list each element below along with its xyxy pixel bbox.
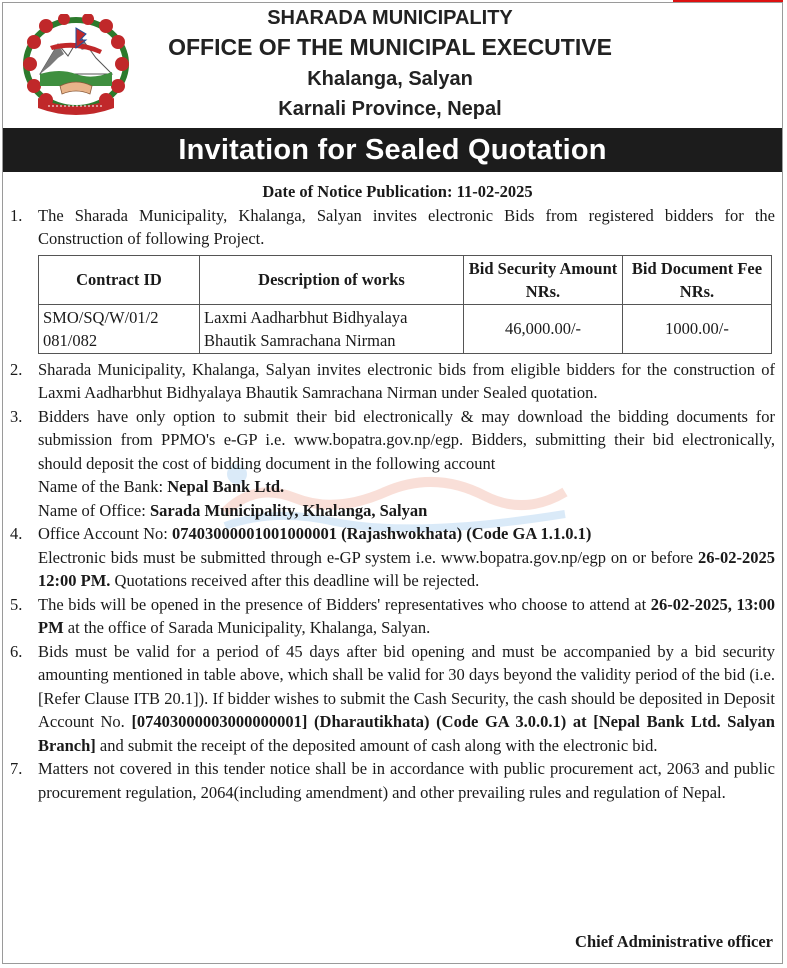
clause-4: [10, 522, 775, 546]
letterhead-text: [140, 6, 640, 119]
clause-number: 5.: [10, 594, 23, 614]
table-header-row: [39, 255, 772, 304]
clause-number: 2.: [10, 359, 23, 379]
header-description: Description of works: [200, 255, 464, 304]
publication-date: Date of Notice Publication: 11-02-2025: [262, 182, 533, 201]
clause-3: [10, 405, 775, 476]
municipality-name: SHARADA MUNICIPALITY: [267, 7, 513, 29]
clause-text: Bidders have only option to submit their bid electronically & may download the bidding documents for submission from PPMO's e-GP i.e. www.bopatra.gov.np/egp. Bidders, submitting their bid electronically, should deposit the cost of bidding document in the following account: [38, 406, 775, 473]
cell-bid-security: 46,000.00/-: [464, 304, 623, 353]
clause-1: [10, 204, 775, 251]
clause-number: 6.: [10, 641, 23, 661]
office-name-line: [10, 499, 775, 523]
clause-text: Matters not covered in this tender notice shall be in accordance with public procurement act, 2063 and public procurement regulation, 2064(including amendment) and other prevailing rules and regulation of Nepal.: [38, 759, 775, 802]
office-location: Khalanga, Salyan: [307, 68, 473, 90]
account-label: Office Account No:: [38, 524, 172, 543]
clause-text: Sharada Municipality, Khalanga, Salyan invites electronic bids from eligible bidders for the construction of Laxmi Aadharbhut Bidhyalaya Bhautik Samrachana Nirman under Sealed quotation.: [38, 359, 775, 402]
clause-7: [10, 757, 775, 804]
bank-label: Name of the Bank:: [38, 477, 168, 496]
cell-description: Laxmi Aadharbhut Bidhyalaya Bhautik Samrachana Nirman: [200, 304, 464, 353]
deadline-date: 26-02-2025 12:00 PM.: [38, 547, 775, 590]
cell-contract-id: SMO/SQ/W/01/2 081/082: [39, 304, 200, 353]
table-row: [39, 304, 772, 353]
notice-body: [10, 180, 775, 804]
office-value: Sarada Municipality, Khalanga, Salyan: [149, 500, 428, 520]
deadline-pre: Electronic bids must be submitted through e-GP system i.e. www.bopatra.gov.np/egp on or before: [38, 547, 698, 567]
office-label: Name of Office:: [38, 500, 150, 520]
nepal-emblem-icon: [20, 14, 132, 120]
account-value: 07403000001001000001 (Rajashwokhata) (Code GA 1.1.0.1): [171, 524, 592, 543]
office-name: OFFICE OF THE MUNICIPAL EXECUTIVE: [168, 34, 612, 60]
clause-2: [10, 358, 775, 405]
clause-number: 3.: [10, 406, 23, 426]
opening-post: at the office of Sarada Municipality, Khalanga, Salyan.: [63, 618, 431, 637]
clause-6: [10, 640, 775, 758]
clause-number: 1.: [10, 205, 23, 225]
deadline-post: Quotations received after this deadline will be rejected.: [110, 571, 480, 590]
clause-number: 4.: [10, 524, 23, 543]
security-post: and submit the receipt of the deposited amount of cash along with the electronic bid.: [95, 735, 658, 755]
works-table: [38, 255, 772, 354]
notice-title: Invitation for Sealed Quotation: [3, 128, 782, 172]
letterhead: [0, 0, 787, 128]
office-province: Karnali Province, Nepal: [278, 98, 502, 120]
signatory-title: Chief Administrative officer: [575, 932, 773, 951]
submission-deadline: [10, 546, 775, 593]
deposit-account: [07403000003000000001] (Dharautikhata) (Code GA 3.0.0.1) at [Nepal Bank Ltd. Salyan Branch]: [38, 712, 775, 755]
opening-date: 26-02-2025, 13:00 PM: [38, 594, 775, 637]
cell-doc-fee: 1000.00/-: [623, 304, 772, 353]
opening-pre: The bids will be opened in the presence of Bidders' representatives who choose to attend at: [38, 594, 651, 614]
bank-name-line: [10, 475, 775, 499]
security-pre: Bids must be valid for a period of 45 days after bid opening and must be accompanied by a bid security amounting mentioned in table above, which shall be valid for 30 days beyond the validity period of the bid (i.e. [Refer Clause ITB 20.1]). If bidder wishes to submit the Cash Security, the cash should be deposited in Deposit Account No.: [38, 641, 775, 731]
header-contract-id: Contract ID: [39, 255, 200, 304]
header-doc-fee: Bid Document Fee NRs.: [623, 255, 772, 304]
clause-text: The Sharada Municipality, Khalanga, Salyan invites electronic Bids from registered bidders for the Construction of following Project.: [38, 205, 775, 248]
clause-5: [10, 593, 775, 640]
bank-value: Nepal Bank Ltd.: [167, 477, 285, 496]
clause-number: 7.: [10, 759, 23, 778]
header-bid-security: Bid Security Amount NRs.: [464, 255, 623, 304]
